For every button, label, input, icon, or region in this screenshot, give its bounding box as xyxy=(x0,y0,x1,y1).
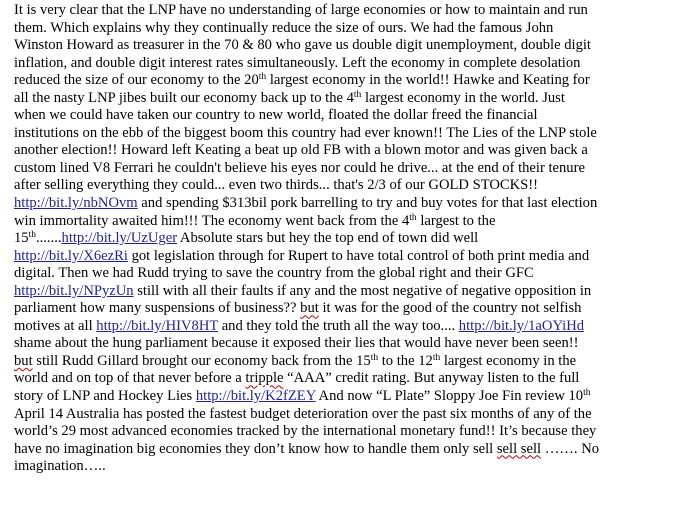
text-line xyxy=(14,370,668,388)
text-line xyxy=(14,37,668,55)
text-run: institutions on the ebb of the biggest boom this country had ever known!! The Lies of the LNP stole xyxy=(14,124,597,141)
text-run: April 14 Australia has posted the fastest budget deterioration over the past six months of any of the xyxy=(14,405,592,422)
text-run: Absolute stars but hey the top end of town did well xyxy=(177,230,479,247)
ordinal-superscript: th xyxy=(353,89,362,100)
text-run: 15 xyxy=(14,230,29,247)
text-run: still with all their faults if any and the most negative of negative opposition in xyxy=(133,282,592,299)
text-line xyxy=(14,300,668,318)
text-run: another election!! Howard left Keating a beat up old FB with a blown motor and was given back a xyxy=(14,142,588,159)
text-line xyxy=(14,195,668,213)
text-run: world and on top of that never before a xyxy=(14,370,246,387)
text-line xyxy=(14,2,668,20)
text-run: story of LNP and Hockey Lies xyxy=(14,388,196,405)
text-run: and they told the truth all the way too.... xyxy=(218,317,459,334)
text-run: And now “L Plate” Sloppy Joe Fin review 10 xyxy=(315,388,584,405)
ordinal-superscript: th xyxy=(258,72,267,83)
text-line xyxy=(14,423,668,441)
text-line xyxy=(14,248,668,266)
text-line xyxy=(14,318,668,336)
text-run: inflation, and double digit interest rates simultaneously. Left the economy in complete desolation xyxy=(14,54,581,71)
text-line xyxy=(14,142,668,160)
text-line xyxy=(14,177,668,195)
ordinal-superscript: th xyxy=(28,230,36,241)
spellcheck-flagged-word[interactable]: tripple xyxy=(245,370,284,387)
hyperlink[interactable]: http://bit.ly/UzUger xyxy=(61,230,178,247)
text-run: world’s 29 most advanced economies tracked by the international monetary fund!! It’s because they xyxy=(14,423,597,440)
text-run: largest to the xyxy=(416,212,496,229)
text-line xyxy=(14,388,668,406)
text-line xyxy=(14,72,668,90)
text-run: ……. No xyxy=(541,440,600,457)
ordinal-superscript: th xyxy=(370,352,379,363)
text-run: largest economy in the xyxy=(440,352,577,369)
text-run: shame about the hung parliament because it exposed their lies that would have never been seen!! xyxy=(14,335,579,352)
document-body xyxy=(14,2,668,476)
ordinal-superscript: th xyxy=(432,352,441,363)
text-run: have no imagination big economies they don’t know how to handle them only sell xyxy=(14,440,497,457)
hyperlink[interactable]: http://bit.ly/nbNOvm xyxy=(14,195,138,212)
text-line xyxy=(14,20,668,38)
text-run: It is very clear that the LNP have no understanding of large economies or how to maintain and run xyxy=(14,2,588,18)
text-line xyxy=(14,406,668,424)
text-run: custom lined V8 Ferrari he couldn't believe his eyes nor could he drive... at the end of their tenure xyxy=(14,159,585,176)
hyperlink[interactable]: http://bit.ly/X6ezRi xyxy=(14,247,128,264)
text-run: win immortality awaited him!!! The economy went back from the 4 xyxy=(14,212,410,229)
text-run: still Rudd Gillard brought our economy back from the 15 xyxy=(32,352,371,369)
spellcheck-flagged-word[interactable]: but xyxy=(300,300,319,317)
text-run: when we could have taken our country to new world, floated the dollar freed the financial xyxy=(14,107,538,124)
text-run: and spending $313bil pork barrelling to try and buy votes for that last election xyxy=(137,195,598,212)
ordinal-superscript: th xyxy=(583,388,591,399)
text-line xyxy=(14,213,668,231)
hyperlink[interactable]: http://bit.ly/K2fZEY xyxy=(195,388,316,405)
text-run: parliament how many suspensions of business?? xyxy=(14,300,301,317)
text-run: to the 12 xyxy=(378,352,433,369)
text-run: imagination….. xyxy=(14,458,106,475)
text-line xyxy=(14,265,668,283)
text-run: largest economy in the world!! Hawke and Keating for xyxy=(266,72,590,89)
ordinal-superscript: th xyxy=(409,212,417,223)
hyperlink[interactable]: http://bit.ly/1aOYiHd xyxy=(458,317,585,334)
text-line xyxy=(14,335,668,353)
text-run: got legislation through for Rupert to have total control of both print media and xyxy=(127,247,590,264)
text-run: after selling everything they could... even two thirds... that's 2/3 of our GOLD STOCKS!! xyxy=(14,177,538,194)
text-run: all the nasty LNP jibes built our economy back up to the 4 xyxy=(14,89,354,106)
text-line xyxy=(14,441,668,459)
hyperlink[interactable]: http://bit.ly/HIV8HT xyxy=(96,317,219,334)
text-run: them. Which explains why they continually reduce the size of ours. We had the famous John xyxy=(14,19,554,36)
text-run: ....... xyxy=(35,230,62,247)
text-run: digital. Then we had Rudd trying to save the country from the global right and their GFC xyxy=(14,265,534,282)
text-line xyxy=(14,160,668,178)
hyperlink[interactable]: http://bit.ly/NPyzUn xyxy=(14,282,134,299)
text-run: motives at all xyxy=(14,317,97,334)
text-run: reduced the size of our economy to the 20 xyxy=(14,72,259,89)
text-line xyxy=(14,90,668,108)
text-line xyxy=(14,458,668,476)
text-run: largest economy in the world. Just xyxy=(361,89,565,106)
text-run: “AAA” credit rating. But anyway listen to the full xyxy=(283,370,580,387)
text-line xyxy=(14,283,668,301)
text-line xyxy=(14,353,668,371)
text-line xyxy=(14,125,668,143)
text-line xyxy=(14,107,668,125)
spellcheck-flagged-word[interactable]: sell sell xyxy=(496,440,542,457)
text-run: Winston Howard as treasurer in the 70 & 80 who gave us double digit unemployment, double digit xyxy=(14,37,591,54)
spellcheck-flagged-word[interactable]: but xyxy=(14,352,33,369)
text-line xyxy=(14,55,668,73)
text-line xyxy=(14,230,668,248)
text-run: it was for the good of the country not selfish xyxy=(318,300,582,317)
